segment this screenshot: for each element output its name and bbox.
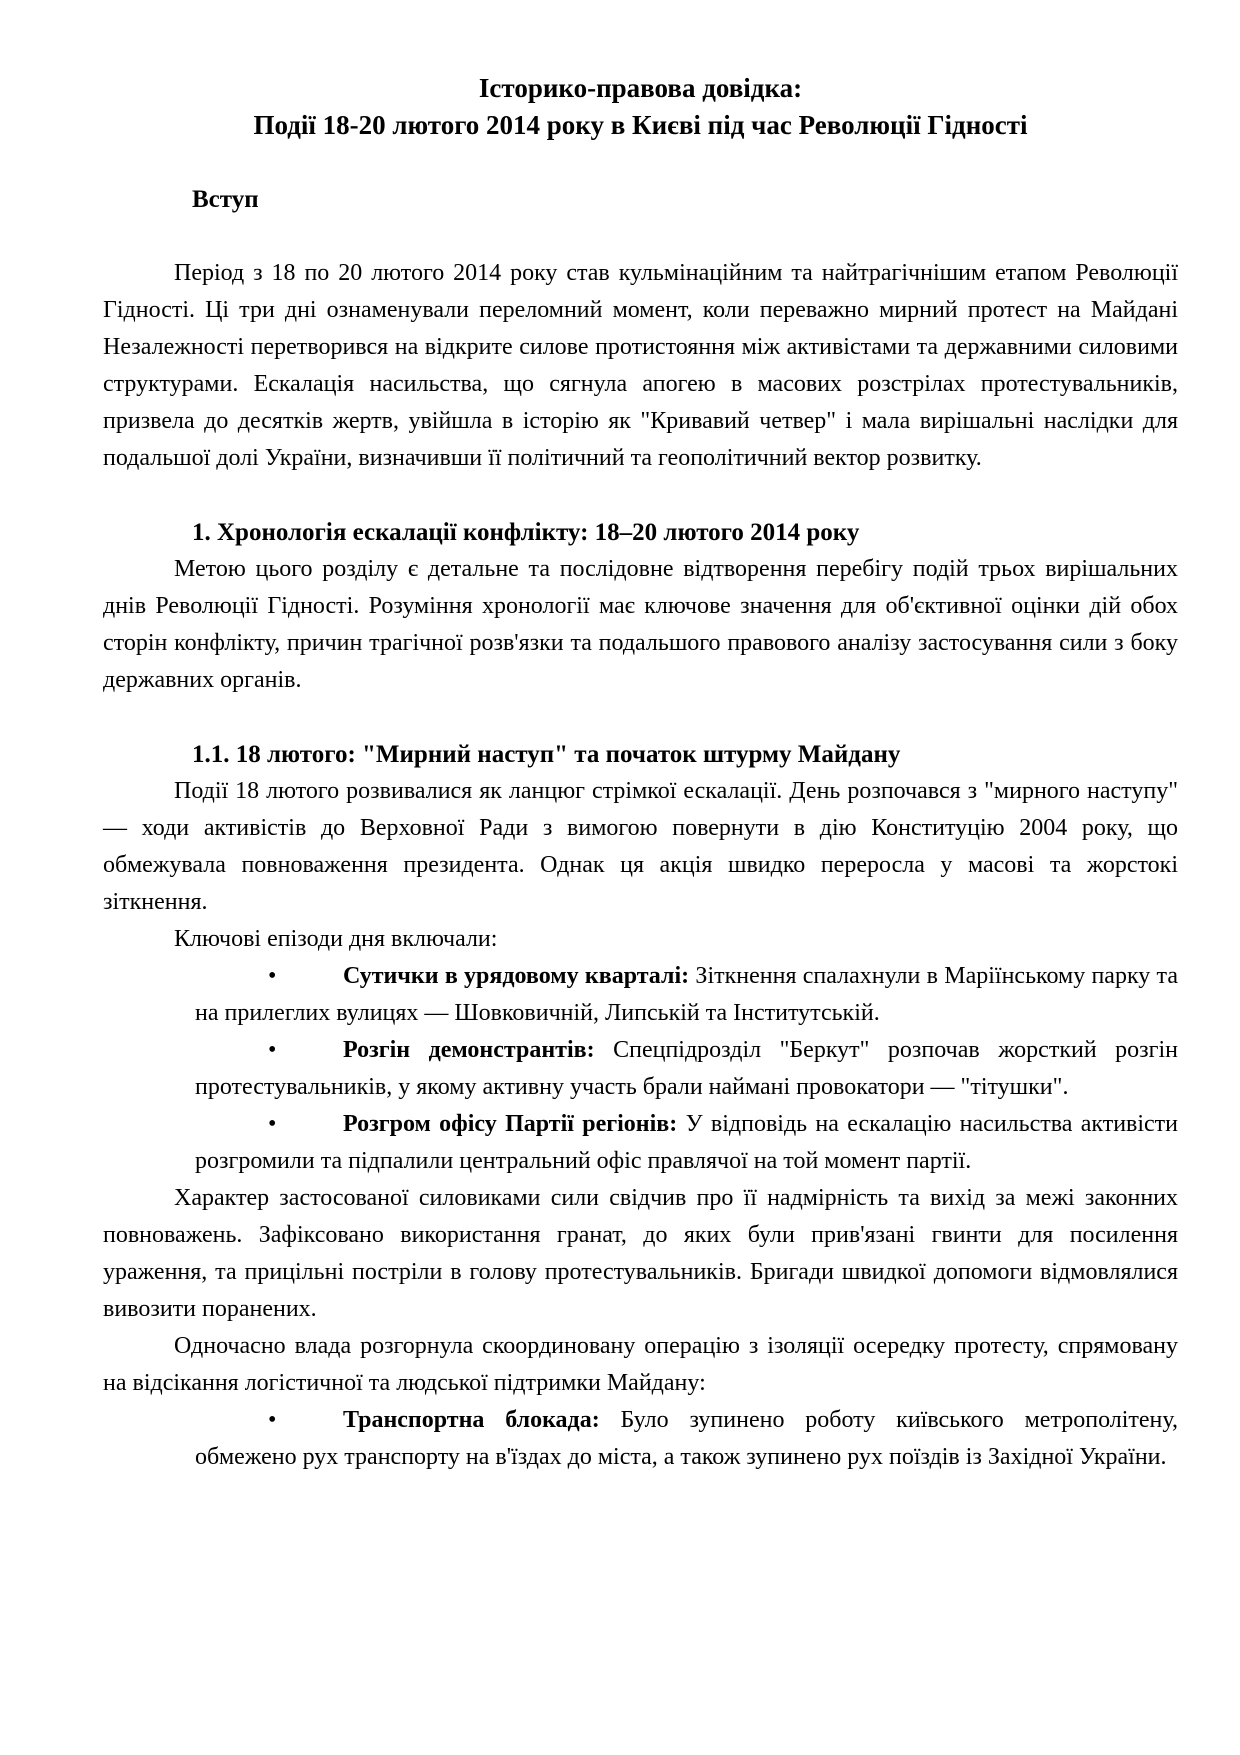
bullet-text: Спецпідрозділ "Беркут" розпочав жорсткий розгін протестувальників, у якому активну участь брали наймані провокатори — "тітушки".	[195, 1037, 1179, 1100]
bullet-icon: •	[268, 963, 277, 989]
intro-paragraph: Період з 18 по 20 лютого 2014 року став кульмінаційним та найтрагічнішим етапом Революції Гідності. Ці три дні ознаменували переломний момент, коли переважно мирний протест на Майдані Незалежності перетворився на відкрите силове протистояння між активістами та державними силовими структурами. Ескалація насильства, що сягнула апогею в масових розстрілах протестувальників, призвела до десятків жертв, увійшла в історію як "Кривавий четвер" і мала вирішальні наслідки для подальшої долі України, визначивши її політичний та геополітичний вектор розвитку.	[103, 260, 1178, 471]
document-title-line-2: Події 18-20 лютого 2014 року в Києві під час Революції Гідності	[253, 110, 1028, 140]
section-1-1-paragraph-2: Характер застосованої силовиками сили свідчив про її надмірність та вихід за межі законних повноважень. Зафіксовано використання гранат, до яких були прив'язані гвинти для посилення ураження, та прицільні постріли в голову протестувальників. Бригади швидкої допомоги відмовлялися вивозити поранених.	[103, 1185, 1178, 1322]
bullet-icon: •	[268, 1111, 277, 1137]
document-title	[103, 70, 1178, 144]
bullet-lead: Розгром офісу Партії регіонів:	[343, 1111, 678, 1137]
list-intro-paragraph: Ключові епізоди дня включали:	[174, 926, 498, 952]
bullet-item-transport-blockade	[195, 1402, 1178, 1476]
section-1-1-heading: 1.1. 18 лютого: "Мирний наступ" та початок штурму Майдану	[192, 741, 901, 768]
bullet-lead: Сутички в урядовому кварталі:	[343, 963, 690, 989]
section-1-heading: 1. Хронологія ескалації конфлікту: 18–20 лютого 2014 року	[192, 519, 860, 546]
section-1-paragraph: Метою цього розділу є детальне та послідовне відтворення перебігу подій трьох вирішальних днів Революції Гідності. Розуміння хронології має ключове значення для об'єктивної оцінки дій обох сторін конфлікту, причин трагічної розв'язки та подальшого правового аналізу застосування сили з боку державних органів.	[103, 556, 1178, 693]
bullet-text: У відповідь на ескалацію насильства активісти розгромили та підпалили центральний офіс правлячої на той момент партії.	[195, 1111, 1179, 1174]
bullet-lead: Розгін демонстрантів:	[343, 1037, 595, 1063]
section-1-1-paragraph-1: Події 18 лютого розвивалися як ланцюг стрімкої ескалації. День розпочався з "мирного наступу" — ходи активістів до Верховної Ради з вимогою повернути в дію Конституцію 2004 року, що обмежувала повноваження президента. Однак ця акція швидко переросла у масові та жорстокі зіткнення.	[103, 778, 1178, 915]
bullet-item-party-office-destruction	[195, 1106, 1178, 1180]
section-1-1-paragraph-3: Одночасно влада розгорнула скоординовану операцію з ізоляції осередку протесту, спрямовану на відсікання логістичної та людської підтримки Майдану:	[103, 1333, 1178, 1396]
bullet-lead: Транспортна блокада:	[343, 1407, 600, 1433]
bullet-icon: •	[268, 1407, 277, 1433]
bullet-icon: •	[268, 1037, 277, 1063]
bullet-text: Зіткнення спалахнули в Маріїнському парку та на прилеглих вулицях — Шовковичній, Липській та Інститутській.	[195, 963, 1178, 1026]
bullet-text: Було зупинено роботу київського метрополітену, обмежено рух транспорту на в'їздах до міста, а також зупинено рух поїздів із Західної України.	[195, 1407, 1178, 1470]
bullet-item-dispersal-of-demonstrators	[195, 1032, 1178, 1106]
document-title-line-1: Історико-правова довідка:	[478, 73, 803, 103]
bullet-item-government-quarter-clashes	[195, 958, 1178, 1032]
intro-heading: Вступ	[192, 186, 259, 213]
